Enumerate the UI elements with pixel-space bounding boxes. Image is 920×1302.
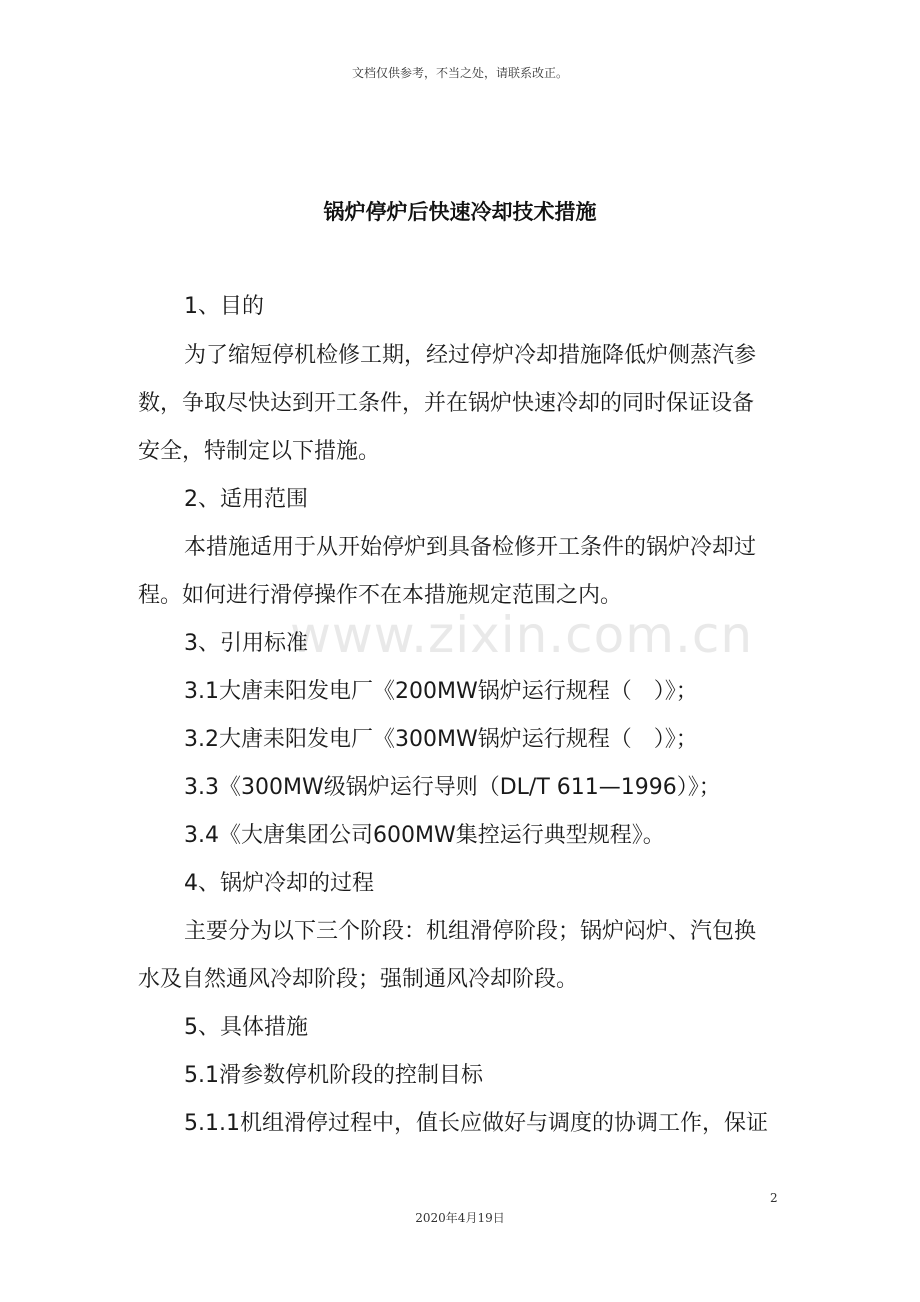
reference-item: 3.3《300MW级锅炉运行导则（DL/T 611—1996）》； <box>184 775 721 800</box>
paragraph-line: 主要分为以下三个阶段：机组滑停阶段；锅炉闷炉、汽包换 <box>184 919 757 944</box>
section-heading-scope: 2、适用范围 <box>184 487 308 512</box>
document-title: 锅炉停炉后快速冷却技术措施 <box>323 200 597 224</box>
section-heading-purpose: 1、目的 <box>184 294 264 319</box>
section-heading-standards: 3、引用标准 <box>184 631 308 656</box>
paragraph-line: 水及自然通风冷却阶段；强制通风冷却阶段。 <box>138 967 579 992</box>
footer-date: 2020年4月19日 <box>415 1211 505 1225</box>
paragraph-line: 程。如何进行滑停操作不在本措施规定范围之内。 <box>138 583 623 608</box>
paragraph-line: 安全，特制定以下措施。 <box>138 439 381 464</box>
paragraph-line: 为了缩短停机检修工期，经过停炉冷却措施降低炉侧蒸汽参 <box>184 343 757 368</box>
section-heading-process: 4、锅炉冷却的过程 <box>184 871 374 896</box>
paragraph-line: 数，争取尽快达到开工条件，并在锅炉快速冷却的同时保证设备 <box>138 391 755 416</box>
section-heading-measures: 5、具体措施 <box>184 1015 308 1040</box>
reference-item: 3.4《大唐集团公司600MW集控运行典型规程》。 <box>184 823 665 848</box>
paragraph-line: 5.1.1机组滑停过程中，值长应做好与调度的协调工作，保证 <box>184 1111 768 1136</box>
paragraph-line: 本措施适用于从开始停炉到具备检修开工条件的锅炉冷却过 <box>184 535 757 560</box>
header-note: 文档仅供参考，不当之处，请联系改正。 <box>351 66 568 80</box>
page-number: 2 <box>770 1191 778 1205</box>
subsection-heading: 5.1滑参数停机阶段的控制目标 <box>184 1063 483 1088</box>
reference-item: 3.2大唐耒阳发电厂《300MW锅炉运行规程（ ）》； <box>184 727 698 752</box>
watermark: www.zixin.com.cn <box>290 606 754 664</box>
reference-item: 3.1大唐耒阳发电厂《200MW锅炉运行规程（ ）》； <box>184 679 698 704</box>
